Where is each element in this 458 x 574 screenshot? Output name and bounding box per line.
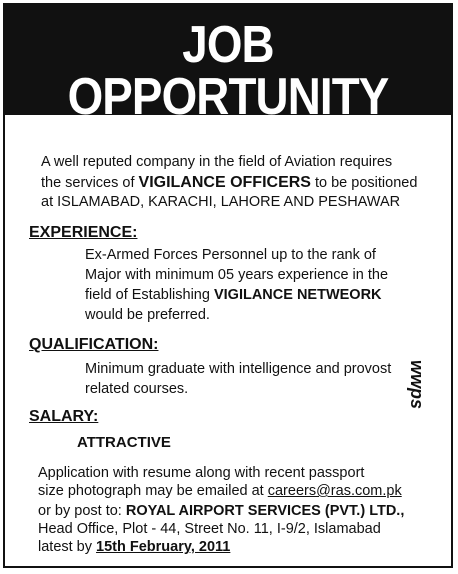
intro-line-1: A well reputed company in the field of Aviation requires (41, 154, 393, 170)
position-title: VIGILANCE OFFICERS (138, 174, 311, 191)
apply-line-2 (38, 484, 402, 499)
side-mark: wwps (407, 360, 427, 410)
qualification-heading: QUALIFICATION: (29, 336, 159, 353)
experience-line-1: Ex-Armed Forces Personnel up to the rank of (85, 247, 376, 263)
intro-line-2 (41, 175, 417, 191)
experience-line-2: Major with minimum 05 years experience in the (85, 267, 389, 283)
salary-value: ATTRACTIVE (77, 434, 171, 451)
qualification-line-2: related courses. (85, 381, 189, 397)
job-advertisement (3, 3, 453, 568)
apply-line-1: Application with resume along with recent passport (38, 465, 365, 481)
apply-line-3 (38, 504, 404, 519)
experience-heading: EXPERIENCE: (29, 224, 138, 241)
deadline-date: 15th February, 2011 (96, 539, 231, 555)
company-name: ROYAL AIRPORT SERVICES (PVT.) LTD., (125, 503, 405, 519)
title-banner (5, 5, 451, 126)
intro-text: to be positioned (310, 175, 418, 191)
page-title: JOB OPPORTUNITY (67, 16, 389, 126)
network-title: VIGILANCE NETWEORK (213, 287, 382, 303)
experience-text: field of Establishing (85, 287, 214, 303)
salary-heading: SALARY: (29, 408, 99, 425)
apply-text: size photograph may be emailed at (38, 483, 268, 499)
intro-text: the services of (41, 175, 139, 191)
apply-line-5 (38, 540, 230, 555)
experience-line-3 (85, 288, 382, 303)
apply-text: or by post to: (38, 503, 126, 519)
email-link[interactable]: careers@ras.com.pk (267, 483, 402, 499)
apply-text: latest by (38, 539, 97, 555)
experience-line-4: would be preferred. (85, 307, 210, 323)
intro-line-3: at ISLAMABAD, KARACHI, LAHORE AND PESHAWAR (41, 194, 401, 210)
apply-line-4: Head Office, Plot - 44, Street No. 11, I-9/2, Islamabad (38, 521, 381, 537)
qualification-line-1: Minimum graduate with intelligence and provost (85, 361, 392, 377)
